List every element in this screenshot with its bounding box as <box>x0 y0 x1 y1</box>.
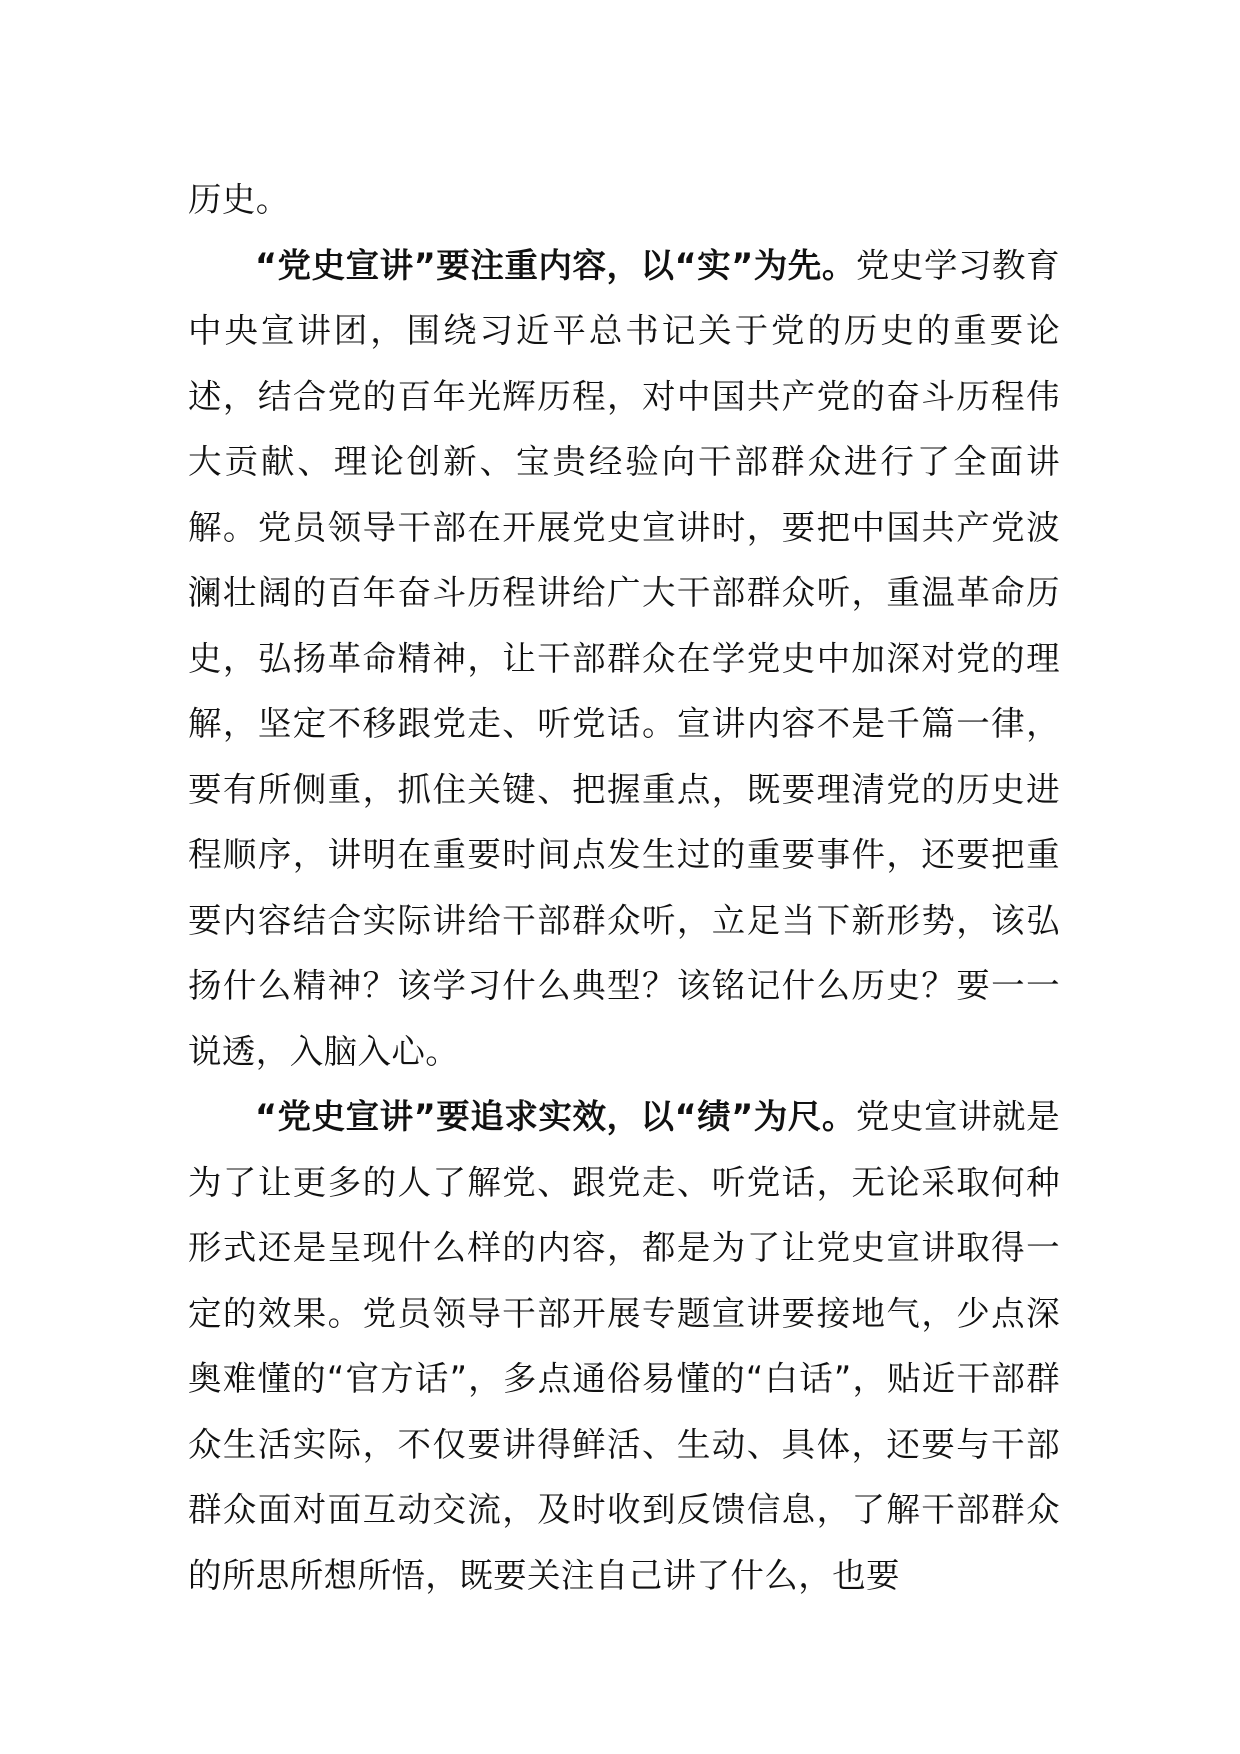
paragraph-continuation <box>188 167 1060 233</box>
paragraph-effectiveness <box>188 1084 1060 1608</box>
paragraph-text: 党史学习教育中央宣讲团，围绕习近平总书记关于党的历史的重要论述，结合党的百年光辉历程，对中国共产党的奋斗历程伟大贡献、理论创新、宝贵经验向干部群众进行了全面讲解。党员领导干部在开展党史宣讲时，要把中国共产党波澜壮阔的百年奋斗历程讲给广大干部群众听，重温革命历史，弘扬革命精神，让干部群众在学党史中加深对党的理解，坚定不移跟党走、听党话。宣讲内容不是千篇一律，要有所侧重，抓住关键、把握重点，既要理清党的历史进程顺序，讲明在重要时间点发生过的重要事件，还要把重要内容结合实际讲给干部群众听，立足当下新形势，该弘扬什么精神？该学习什么典型？该铭记什么历史？要一一说透，入脑入心。 <box>188 245 1061 1071</box>
document-body <box>188 167 1060 1608</box>
paragraph-lead-heading: “党史宣讲”要追求实效，以“绩”为尺。 <box>255 1097 856 1136</box>
paragraph-text: 党史宣讲就是为了让更多的人了解党、跟党走、听党话，无论采取何种形式还是呈现什么样的内容，都是为了让党史宣讲取得一定的效果。党员领导干部开展专题宣讲要接地气，少点深奥难懂的“官方话”，多点通俗易懂的“白话”，贴近干部群众生活实际，不仅要讲得鲜活、生动、具体，还要与干部群众面对面互动交流，及时收到反馈信息，了解干部群众的所思所想所悟，既要关注自己讲了什么，也要 <box>188 1097 1061 1595</box>
paragraph-content-focus <box>188 233 1060 1085</box>
paragraph-text: 历史。 <box>188 180 290 219</box>
paragraph-lead-heading: “党史宣讲”要注重内容，以“实”为先。 <box>255 245 856 285</box>
